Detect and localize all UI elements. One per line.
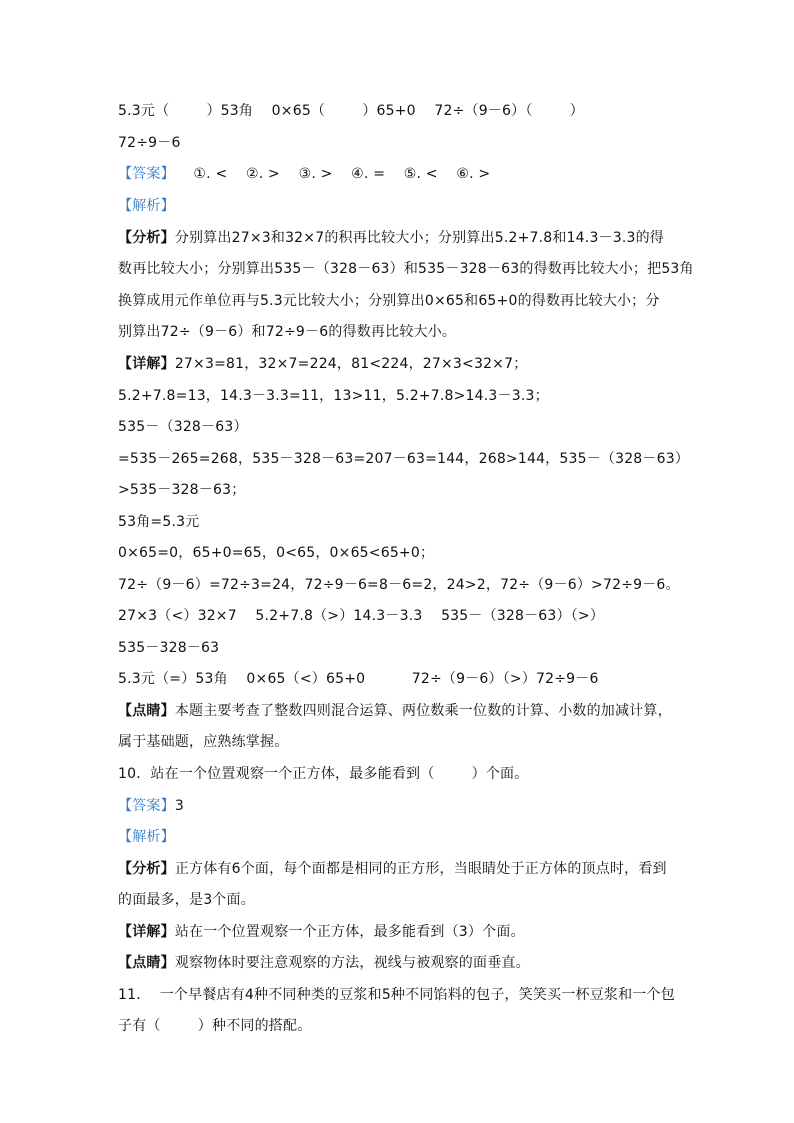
dianjing-10 <box>118 953 530 973</box>
analysis-text: 分别算出27×3和32×7的积再比较大小；分别算出5.2+7.8和14.3－3.3的得 <box>174 230 665 246</box>
detail-line-6: 53角=5.3元 <box>118 514 200 530</box>
analysis-para-3: 换算成用元作单位再与5.3元比较大小；分别算出0×65和65+0的得数再比较大小；分 <box>118 293 660 309</box>
analysis-10-line-1 <box>118 859 667 879</box>
detail-line-5: >535－328－63； <box>118 482 246 498</box>
detail-line-10: 535－328－63 <box>118 640 220 656</box>
xiangjie-tag: 【详解】 <box>118 356 175 372</box>
detail-line-3: 535－（328－63） <box>118 419 248 435</box>
answer-text: ①. < ②. > ③. > ④. = ⑤. < ⑥. > <box>193 166 491 182</box>
analysis-10-text: 正方体有6个面，每个面都是相同的正方形，当眼睛处于正方体的顶点时，看到 <box>174 861 667 877</box>
dianjing-line-2: 属于基础题，应熟练掌握。 <box>118 734 289 750</box>
answer-tag-10: 【答案】 <box>118 798 175 814</box>
detail-text: 27×3=81，32×7=224，81<224，27×3<32×7； <box>174 356 528 372</box>
xiangjie-tag-10: 【详解】 <box>118 924 175 940</box>
dianjing-tag: 【点睛】 <box>118 703 175 719</box>
dianjing-tag-10: 【点睛】 <box>118 955 175 971</box>
question-11-line-1: 11． 一个早餐店有4种不同种类的豆浆和5种不同馅料的包子，笑笑买一杯豆浆和一个包 <box>118 987 675 1003</box>
question-9-continued: 5.3元（ ）53角 0×65（ ）65+0 72÷（9－6）（ ） <box>118 103 584 119</box>
analysis-para-2: 数再比较大小；分别算出535－（328－63）和535－328－63的得数再比较大小；把53角 <box>118 261 694 277</box>
question-11-line-2: 子有（ ）种不同的搭配。 <box>118 1018 312 1034</box>
dianjing-10-text: 观察物体时要注意观察的方法，视线与被观察的面垂直。 <box>174 955 530 971</box>
answer-row-9 <box>118 164 490 184</box>
detail-line-11: 5.3元（=）53角 0×65（<）65+0 72÷（9－6）（>）72÷9－6 <box>118 671 599 687</box>
analysis-para-1 <box>118 228 664 248</box>
detail-line-9: 27×3（<）32×7 5.2+7.8（>）14.3－3.3 535－（328－63）（>） <box>118 608 605 624</box>
answer-tag: 【答案】 <box>118 166 175 182</box>
detail-line-2: 5.2+7.8=13，14.3－3.3=11，13>11，5.2+7.8>14.3－3.3； <box>118 388 549 404</box>
analysis-heading-10: 【解析】 <box>118 829 175 845</box>
analysis-para-4: 别算出72÷（9－6）和72÷9－6的得数再比较大小。 <box>118 324 457 340</box>
analysis-heading-9: 【解析】 <box>118 198 175 214</box>
question-10: 10．站在一个位置观察一个正方体，最多能看到（ ）个面。 <box>118 766 529 782</box>
detail-10-text: 站在一个位置观察一个正方体，最多能看到（3）个面。 <box>174 924 525 940</box>
fenxi-tag-10: 【分析】 <box>118 861 175 877</box>
answer-value-10: 3 <box>174 798 184 814</box>
detail-line-8: 72÷（9－6）=72÷3=24，72÷9－6=8－6=2，24>2，72÷（9－6）>72÷9－6。 <box>118 577 680 593</box>
dianjing-text: 本题主要考查了整数四则混合运算、两位数乘一位数的计算、小数的加减计算， <box>174 703 672 719</box>
analysis-10-line-2: 的面最多，是3个面。 <box>118 892 255 908</box>
detail-10 <box>118 922 525 942</box>
fenxi-tag: 【分析】 <box>118 230 175 246</box>
question-9-tail: 72÷9－6 <box>118 135 181 151</box>
detail-line-1 <box>118 354 527 374</box>
dianjing-line-1 <box>118 701 672 721</box>
answer-row-10 <box>118 796 184 816</box>
detail-line-4: =535－265=268，535－328－63=207－63=144，268>144，535－（328－63） <box>118 451 690 467</box>
detail-line-7: 0×65=0，65+0=65，0<65，0×65<65+0； <box>118 545 435 561</box>
